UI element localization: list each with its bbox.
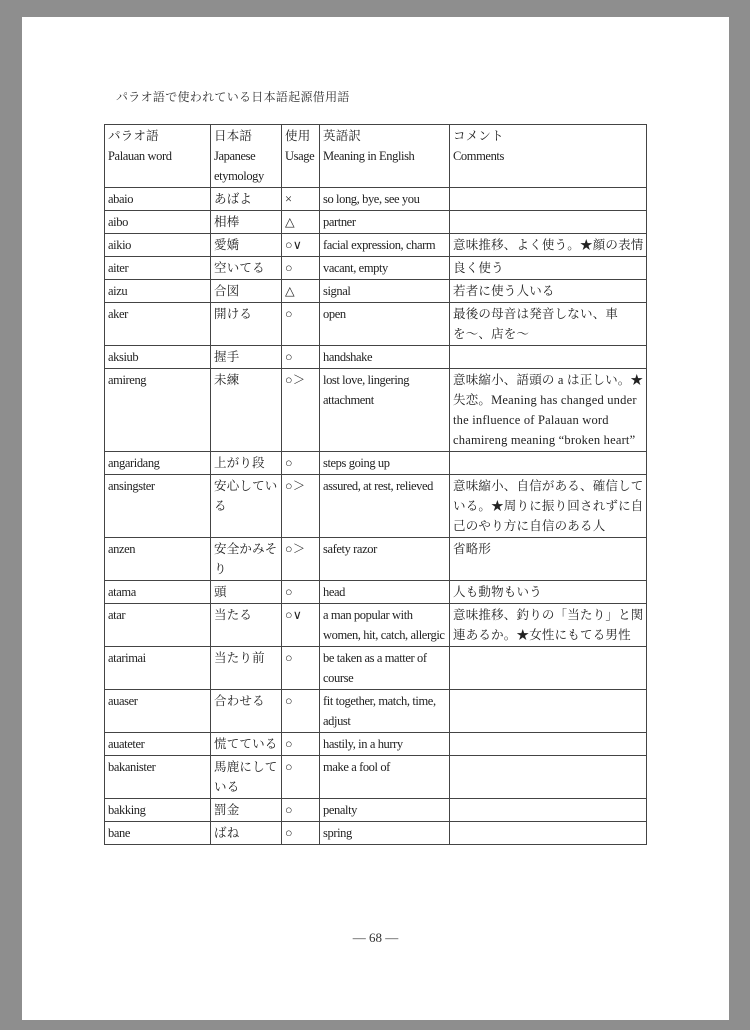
loanword-table (104, 124, 647, 845)
palauan-word: amireng (105, 369, 211, 452)
column-header-meaning: 英語訳 Meaning in English (320, 125, 450, 188)
usage-mark: ○ (282, 733, 320, 756)
comment (450, 211, 647, 234)
table-row (105, 188, 647, 211)
usage-mark: ○ (282, 257, 320, 280)
english-meaning: penalty (320, 799, 450, 822)
comment (450, 647, 647, 690)
comment: 良く使う (450, 257, 647, 280)
usage-mark: ○ (282, 303, 320, 346)
palauan-word: auaser (105, 690, 211, 733)
table-row (105, 303, 647, 346)
palauan-word: aksiub (105, 346, 211, 369)
usage-mark: △ (282, 211, 320, 234)
column-header-comments: コメント Comments (450, 125, 647, 188)
english-meaning: be taken as a matter of course (320, 647, 450, 690)
japanese-etymology: 未練 (211, 369, 282, 452)
japanese-etymology: 安全かみそり (211, 538, 282, 581)
usage-mark: ○ (282, 647, 320, 690)
comment: 意味縮小、語頭の a は正しい。★失恋。Meaning has changed under the influence of Palauan word chamireng meaning “broken heart” (450, 369, 647, 452)
usage-mark: ○ (282, 452, 320, 475)
palauan-word: aker (105, 303, 211, 346)
english-meaning: spring (320, 822, 450, 845)
usage-mark: ○∨ (282, 604, 320, 647)
palauan-word: ansingster (105, 475, 211, 538)
comment: 意味推移、よく使う。★顔の表情 (450, 234, 647, 257)
japanese-etymology: 安心している (211, 475, 282, 538)
english-meaning: handshake (320, 346, 450, 369)
table-row (105, 690, 647, 733)
usage-mark: ○ (282, 822, 320, 845)
comment (450, 756, 647, 799)
table-body (105, 188, 647, 845)
palauan-word: bane (105, 822, 211, 845)
usage-mark: ○ (282, 581, 320, 604)
english-meaning: facial expression, charm (320, 234, 450, 257)
japanese-etymology: 合わせる (211, 690, 282, 733)
japanese-etymology: 愛嬌 (211, 234, 282, 257)
usage-mark: ○ (282, 799, 320, 822)
palauan-word: atama (105, 581, 211, 604)
usage-mark: ○ (282, 756, 320, 799)
english-meaning: so long, bye, see you (320, 188, 450, 211)
english-meaning: signal (320, 280, 450, 303)
comment (450, 188, 647, 211)
palauan-word: anzen (105, 538, 211, 581)
table-row (105, 234, 647, 257)
table-row (105, 538, 647, 581)
japanese-etymology: あばよ (211, 188, 282, 211)
comment (450, 822, 647, 845)
page-number: ― 68 ― (352, 930, 399, 945)
table-row (105, 346, 647, 369)
comment (450, 452, 647, 475)
comment (450, 690, 647, 733)
japanese-etymology: 空いてる (211, 257, 282, 280)
table-row (105, 369, 647, 452)
usage-mark: ○ (282, 346, 320, 369)
palauan-word: atarimai (105, 647, 211, 690)
japanese-etymology: 相棒 (211, 211, 282, 234)
usage-mark: ○＞ (282, 369, 320, 452)
english-meaning: open (320, 303, 450, 346)
comment: 意味縮小、自信がある、確信している。★周りに振り回されずに自己のやり方に自信のある人 (450, 475, 647, 538)
usage-mark: × (282, 188, 320, 211)
document-page (22, 17, 729, 1020)
table-row (105, 280, 647, 303)
japanese-etymology: 当たる (211, 604, 282, 647)
english-meaning: fit together, match, time, adjust (320, 690, 450, 733)
palauan-word: angaridang (105, 452, 211, 475)
palauan-word: atar (105, 604, 211, 647)
comment (450, 733, 647, 756)
table-row (105, 452, 647, 475)
table-row (105, 799, 647, 822)
english-meaning: safety razor (320, 538, 450, 581)
table-header-row (105, 125, 647, 188)
table-row (105, 475, 647, 538)
english-meaning: make a fool of (320, 756, 450, 799)
table-row (105, 604, 647, 647)
usage-mark: △ (282, 280, 320, 303)
usage-mark: ○＞ (282, 475, 320, 538)
palauan-word: aibo (105, 211, 211, 234)
japanese-etymology: 頭 (211, 581, 282, 604)
page-header: パラオ語で使われている日本語起源借用語 (116, 90, 350, 104)
english-meaning: a man popular with women, hit, catch, allergic (320, 604, 450, 647)
japanese-etymology: 上がり段 (211, 452, 282, 475)
japanese-etymology: 開ける (211, 303, 282, 346)
comment: 意味推移、釣りの「当たり」と関連あるか。★女性にもてる男性 (450, 604, 647, 647)
palauan-word: auateter (105, 733, 211, 756)
usage-mark: ○∨ (282, 234, 320, 257)
japanese-etymology: 合図 (211, 280, 282, 303)
comment: 人も動物もいう (450, 581, 647, 604)
palauan-word: aikio (105, 234, 211, 257)
japanese-etymology: ばね (211, 822, 282, 845)
japanese-etymology: 慌てている (211, 733, 282, 756)
comment (450, 799, 647, 822)
palauan-word: bakanister (105, 756, 211, 799)
table-row (105, 733, 647, 756)
english-meaning: assured, at rest, relieved (320, 475, 450, 538)
column-header-japanese: 日本語 Japanese etymology (211, 125, 282, 188)
palauan-word: aizu (105, 280, 211, 303)
comment: 若者に使う人いる (450, 280, 647, 303)
english-meaning: hastily, in a hurry (320, 733, 450, 756)
table-row (105, 211, 647, 234)
table-row (105, 647, 647, 690)
english-meaning: vacant, empty (320, 257, 450, 280)
table-row (105, 581, 647, 604)
english-meaning: head (320, 581, 450, 604)
usage-mark: ○＞ (282, 538, 320, 581)
palauan-word: bakking (105, 799, 211, 822)
english-meaning: lost love, lingering attachment (320, 369, 450, 452)
table-row (105, 257, 647, 280)
column-header-palauan: パラオ語 Palauan word (105, 125, 211, 188)
palauan-word: abaio (105, 188, 211, 211)
palauan-word: aiter (105, 257, 211, 280)
english-meaning: steps going up (320, 452, 450, 475)
comment (450, 346, 647, 369)
english-meaning: partner (320, 211, 450, 234)
comment: 省略形 (450, 538, 647, 581)
comment: 最後の母音は発音しない、車を〜、店を〜 (450, 303, 647, 346)
column-header-usage: 使用 Usage (282, 125, 320, 188)
usage-mark: ○ (282, 690, 320, 733)
japanese-etymology: 馬鹿にしている (211, 756, 282, 799)
japanese-etymology: 罰金 (211, 799, 282, 822)
japanese-etymology: 当たり前 (211, 647, 282, 690)
table-row (105, 822, 647, 845)
table-row (105, 756, 647, 799)
japanese-etymology: 握手 (211, 346, 282, 369)
